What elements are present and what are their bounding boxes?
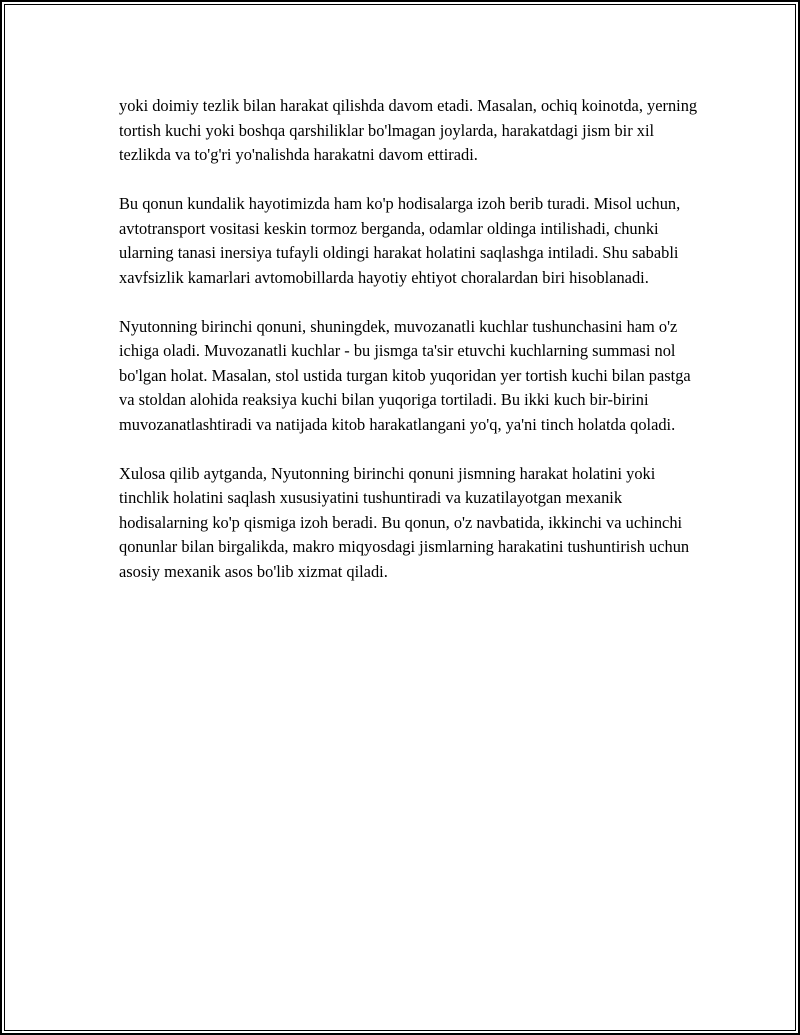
document-body xyxy=(119,94,699,584)
paragraph-3: Nyutonning birinchi qonuni, shuningdek, muvozanatli kuchlar tushunchasini ham o'z ichiga oladi. Muvozanatli kuchlar - bu jismga ta'sir etuvchi kuchlarning summasi nol bo'lgan holat. Masalan, stol ustida turgan kitob yuqoridan yer tortish kuchi bilan pastga va stoldan alohida reaksiya kuchi bilan yuqoriga tortiladi. Bu ikki kuch bir-birini muvozanatlashtiradi va natijada kitob harakatlangani yo'q, ya'ni tinch holatda qoladi. xyxy=(119,316,691,434)
paragraph-2: Bu qonun kundalik hayotimizda ham ko'p hodisalarga izoh berib turadi. Misol uchun, avtotransport vositasi keskin tormoz berganda, odamlar oldinga intilishadi, chunki ularning tanasi inersiya tufayli oldingi harakat holatini saqlashga intiladi. Shu sababli xavfsizlik kamarlari avtomobillarda hayotiy ehtiyot choralardan biri hisoblanadi. xyxy=(119,194,681,287)
paragraph-4: Xulosa qilib aytganda, Nyutonning birinchi qonuni jismning harakat holatini yoki tinchlik holatini saqlash xususiyatini tushuntiradi va kuzatilayotgan mexanik hodisalarning ko'p qismiga izoh beradi. Bu qonun, o'z navbatida, ikkinchi va uchinchi qonunlar bilan birgalikda, makro miqyosdagi jismlarning harakatini tushuntirish uchun asosiy mexanik asos bo'lib xizmat qiladi. xyxy=(119,463,690,581)
paragraph-1: yoki doimiy tezlik bilan harakat qilishda davom etadi. Masalan, ochiq koinotda, yerning tortish kuchi yoki boshqa qarshiliklar bo'lmagan joylarda, harakatdagi jism bir xil tezlikda va to'g'ri yo'nalishda harakatni davom ettiradi. xyxy=(119,96,698,164)
